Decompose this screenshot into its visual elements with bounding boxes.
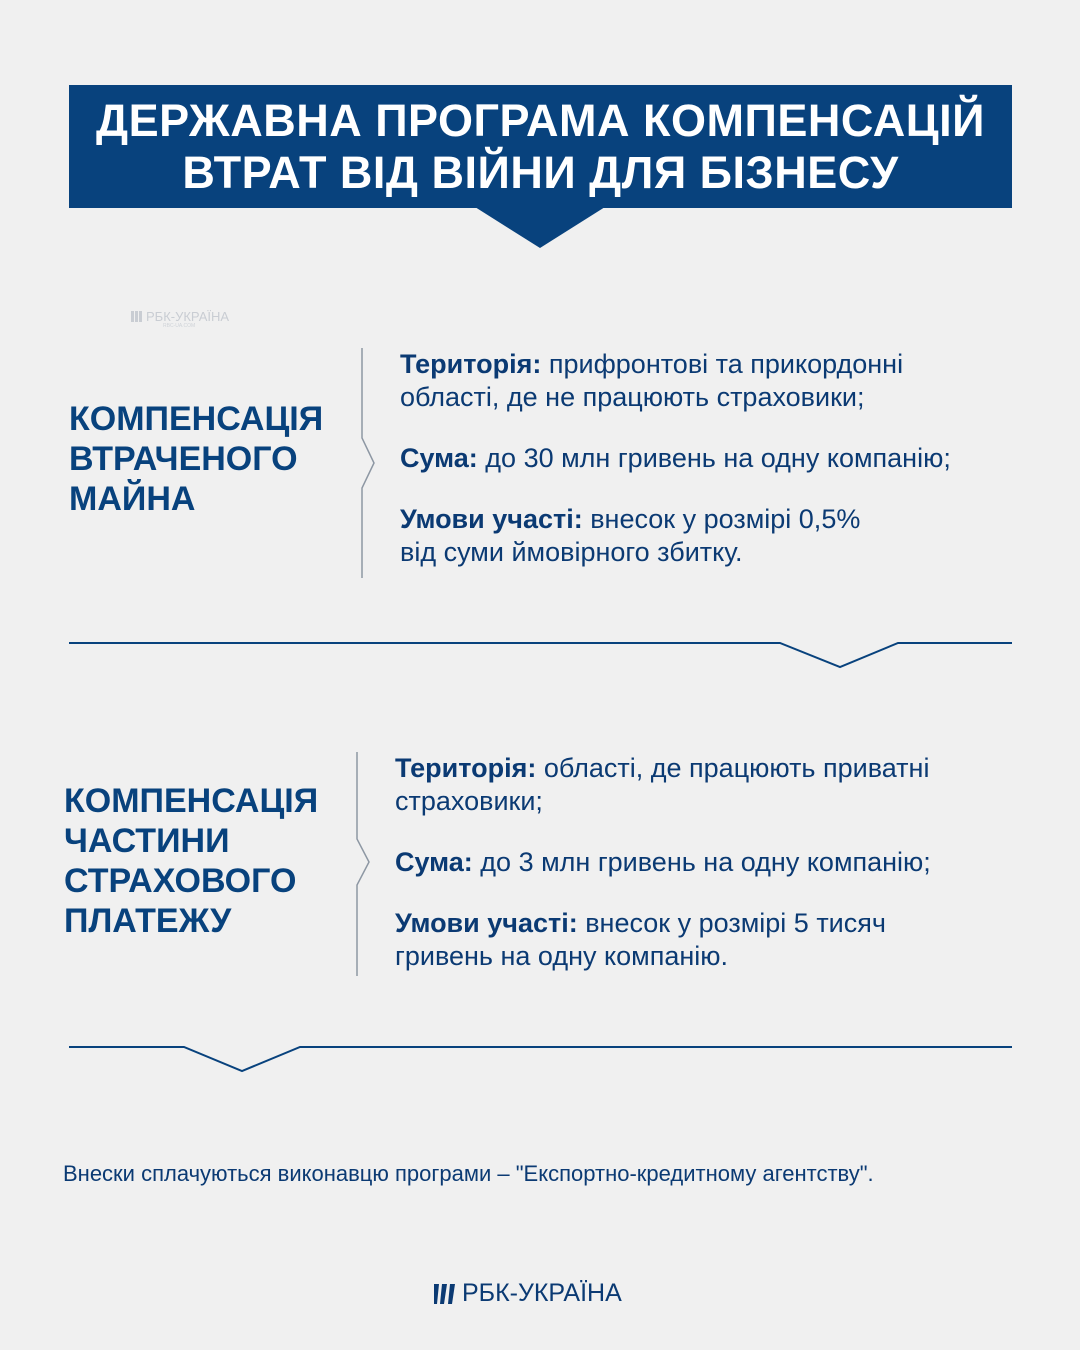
section-2-heading-line: КОМПЕНСАЦІЯ <box>64 782 319 820</box>
section-1-bracket <box>356 348 376 578</box>
conditions-text: від суми ймовірного збитку. <box>400 537 743 567</box>
section-1-heading-line: КОМПЕНСАЦІЯ <box>69 400 324 438</box>
section-2-details <box>395 752 931 1001</box>
section-2-heading <box>64 781 318 941</box>
title-line-1: ДЕРЖАВНА ПРОГРАМА КОМПЕНСАЦІЙ <box>96 94 985 146</box>
section-1-territory <box>400 348 951 414</box>
footnote: Внески сплачуються виконавцю програми – "Експортно-кредитному агентству". <box>63 1161 874 1186</box>
amount-text: до 30 млн гривень на одну компанію; <box>477 443 951 473</box>
territory-text: прифронтові та прикордонні <box>541 349 904 379</box>
title-banner <box>69 85 1012 208</box>
watermark <box>131 309 229 324</box>
rbc-logo-icon <box>434 1284 456 1304</box>
section-2-heading-line: ЧАСТИНИ <box>64 822 230 860</box>
section-1-heading-line: МАЙНА <box>69 480 196 518</box>
section-1-heading-line: ВТРАЧЕНОГО <box>69 440 298 478</box>
territory-text: області, де працюють приватні <box>536 753 930 783</box>
conditions-label: Умови участі: <box>395 908 578 938</box>
logo-text: РБК-УКРАЇНА <box>462 1279 622 1307</box>
title-arrow-icon <box>475 207 605 248</box>
conditions-text: гривень на одну компанію. <box>395 941 728 971</box>
logo <box>434 1279 622 1308</box>
section-2-conditions <box>395 907 931 973</box>
watermark-logo-icon <box>131 311 143 322</box>
title-line-2: ВТРАТ ВІД ВІЙНИ ДЛЯ БІЗНЕСУ <box>182 146 899 198</box>
section-2-territory <box>395 752 931 818</box>
section-1-amount <box>400 442 951 475</box>
conditions-label: Умови участі: <box>400 504 583 534</box>
section-2-amount <box>395 846 931 879</box>
conditions-text: внесок у розмірі 5 тисяч <box>577 908 886 938</box>
watermark-text: РБК-УКРАЇНА <box>146 309 230 324</box>
section-1-conditions <box>400 503 951 569</box>
section-1-heading <box>69 399 323 519</box>
territory-text: області, де не працюють страховики; <box>400 382 865 412</box>
watermark-subtext: RBC-UA.COM <box>163 323 196 329</box>
section-2-bracket <box>351 752 371 976</box>
amount-label: Сума: <box>395 847 473 877</box>
amount-label: Сума: <box>400 443 478 473</box>
divider-2 <box>69 1034 1012 1074</box>
section-2-heading-line: СТРАХОВОГО <box>64 862 297 900</box>
territory-label: Територія: <box>395 753 537 783</box>
amount-text: до 3 млн гривень на одну компанію; <box>472 847 931 877</box>
territory-label: Територія: <box>400 349 542 379</box>
divider-1 <box>69 630 1012 670</box>
territory-text: страховики; <box>395 786 543 816</box>
section-1-details <box>400 348 951 597</box>
conditions-text: внесок у розмірі 0,5% <box>582 504 861 534</box>
section-2-heading-line: ПЛАТЕЖУ <box>64 902 232 940</box>
